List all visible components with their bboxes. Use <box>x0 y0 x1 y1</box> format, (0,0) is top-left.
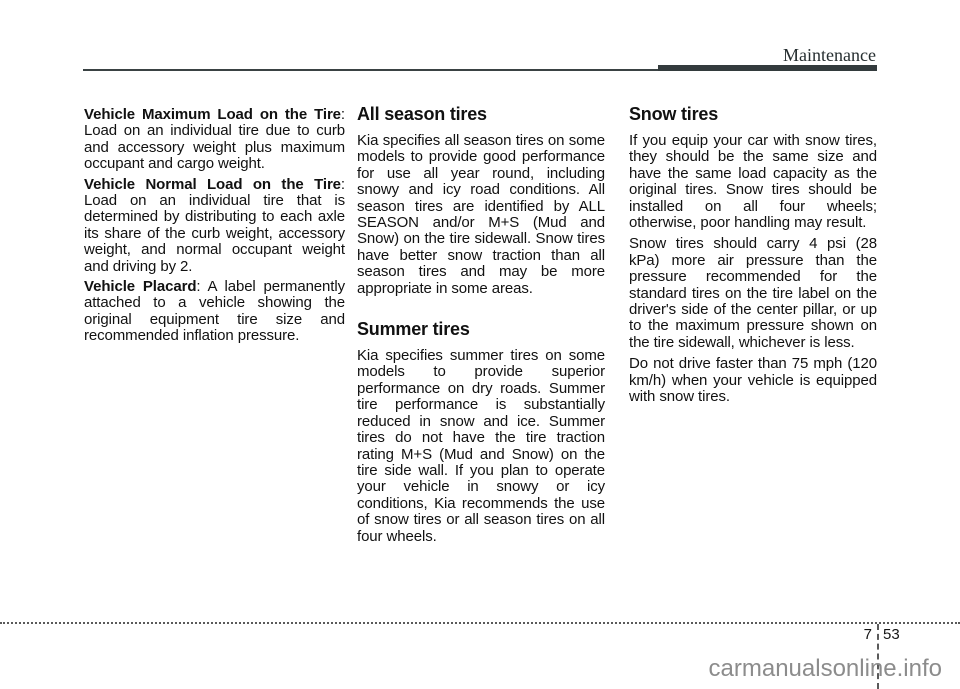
section-heading: Snow tires <box>629 104 719 124</box>
definition-paragraph: Vehicle Placard: A label permanently attached to a vehicle showing the original equipment tire size and recommended inflation pressure. <box>84 278 345 345</box>
header-accent-bar <box>658 65 877 71</box>
column-left <box>84 107 345 349</box>
section-header-title: Maintenance <box>783 45 876 65</box>
definition-term: Vehicle Maximum Load on the Tire <box>84 106 341 123</box>
body-paragraph: Kia specifies summer tires on some models to provide superior performance on dry roads. Summer tire performance is substantially reduced in snow and ice. Summer tires do not have the tire traction rating M+S (Mud and Snow) on the tire side wall. If you plan to operate your vehicle in snowy or icy conditions, Kia recommends the use of snow tires or all season tires on all four wheels. <box>357 347 605 545</box>
page-number: 53 <box>883 626 900 643</box>
footer-dotted-rule <box>0 622 960 624</box>
section-heading: All season tires <box>357 104 487 124</box>
column-right <box>629 104 877 411</box>
chapter-number: 7 <box>863 626 872 643</box>
body-paragraph: Kia specifies all season tires on some models to provide good performance for use all year round, including snowy and icy road conditions. All season tires are identified by ALL SEASON and/or M+S (Mud and Snow) on the tire sidewall. Snow tires have better snow traction than all season tires and may be more appropriate in some areas. <box>357 132 605 297</box>
section-heading: Summer tires <box>357 319 470 340</box>
definition-term: Vehicle Placard <box>84 278 197 296</box>
watermark: carmanualsonline.info <box>708 655 942 682</box>
column-middle <box>357 104 605 550</box>
definition-paragraph: Vehicle Maximum Load on the Tire: Load on an individual tire due to curb and accessory weight plus maximum occupant and cargo weight. <box>84 106 345 173</box>
definition-term: Vehicle Normal Load on the Tire <box>84 175 341 193</box>
definition-paragraph: Vehicle Normal Load on the Tire: Load on an individual tire that is determined by distributing to each axle its share of the curb weight, accessory weight, and normal occupant weight and driving by 2. <box>84 175 345 275</box>
body-paragraph: If you equip your car with snow tires, they should be the same size and have the same load capacity as the original tires. Snow tires should be installed on all four wheels; otherwise, poor handling may result. <box>629 132 877 232</box>
body-paragraph: Snow tires should carry 4 psi (28 kPa) more air pressure than the pressure recommended for the standard tires on the tire label on the driver's side of the center pillar, or up to the maximum pressure shown on the tire sidewall, whichever is less. <box>629 235 877 351</box>
body-paragraph: Do not drive faster than 75 mph (120 km/h) when your vehicle is equipped with snow tires. <box>629 355 877 406</box>
